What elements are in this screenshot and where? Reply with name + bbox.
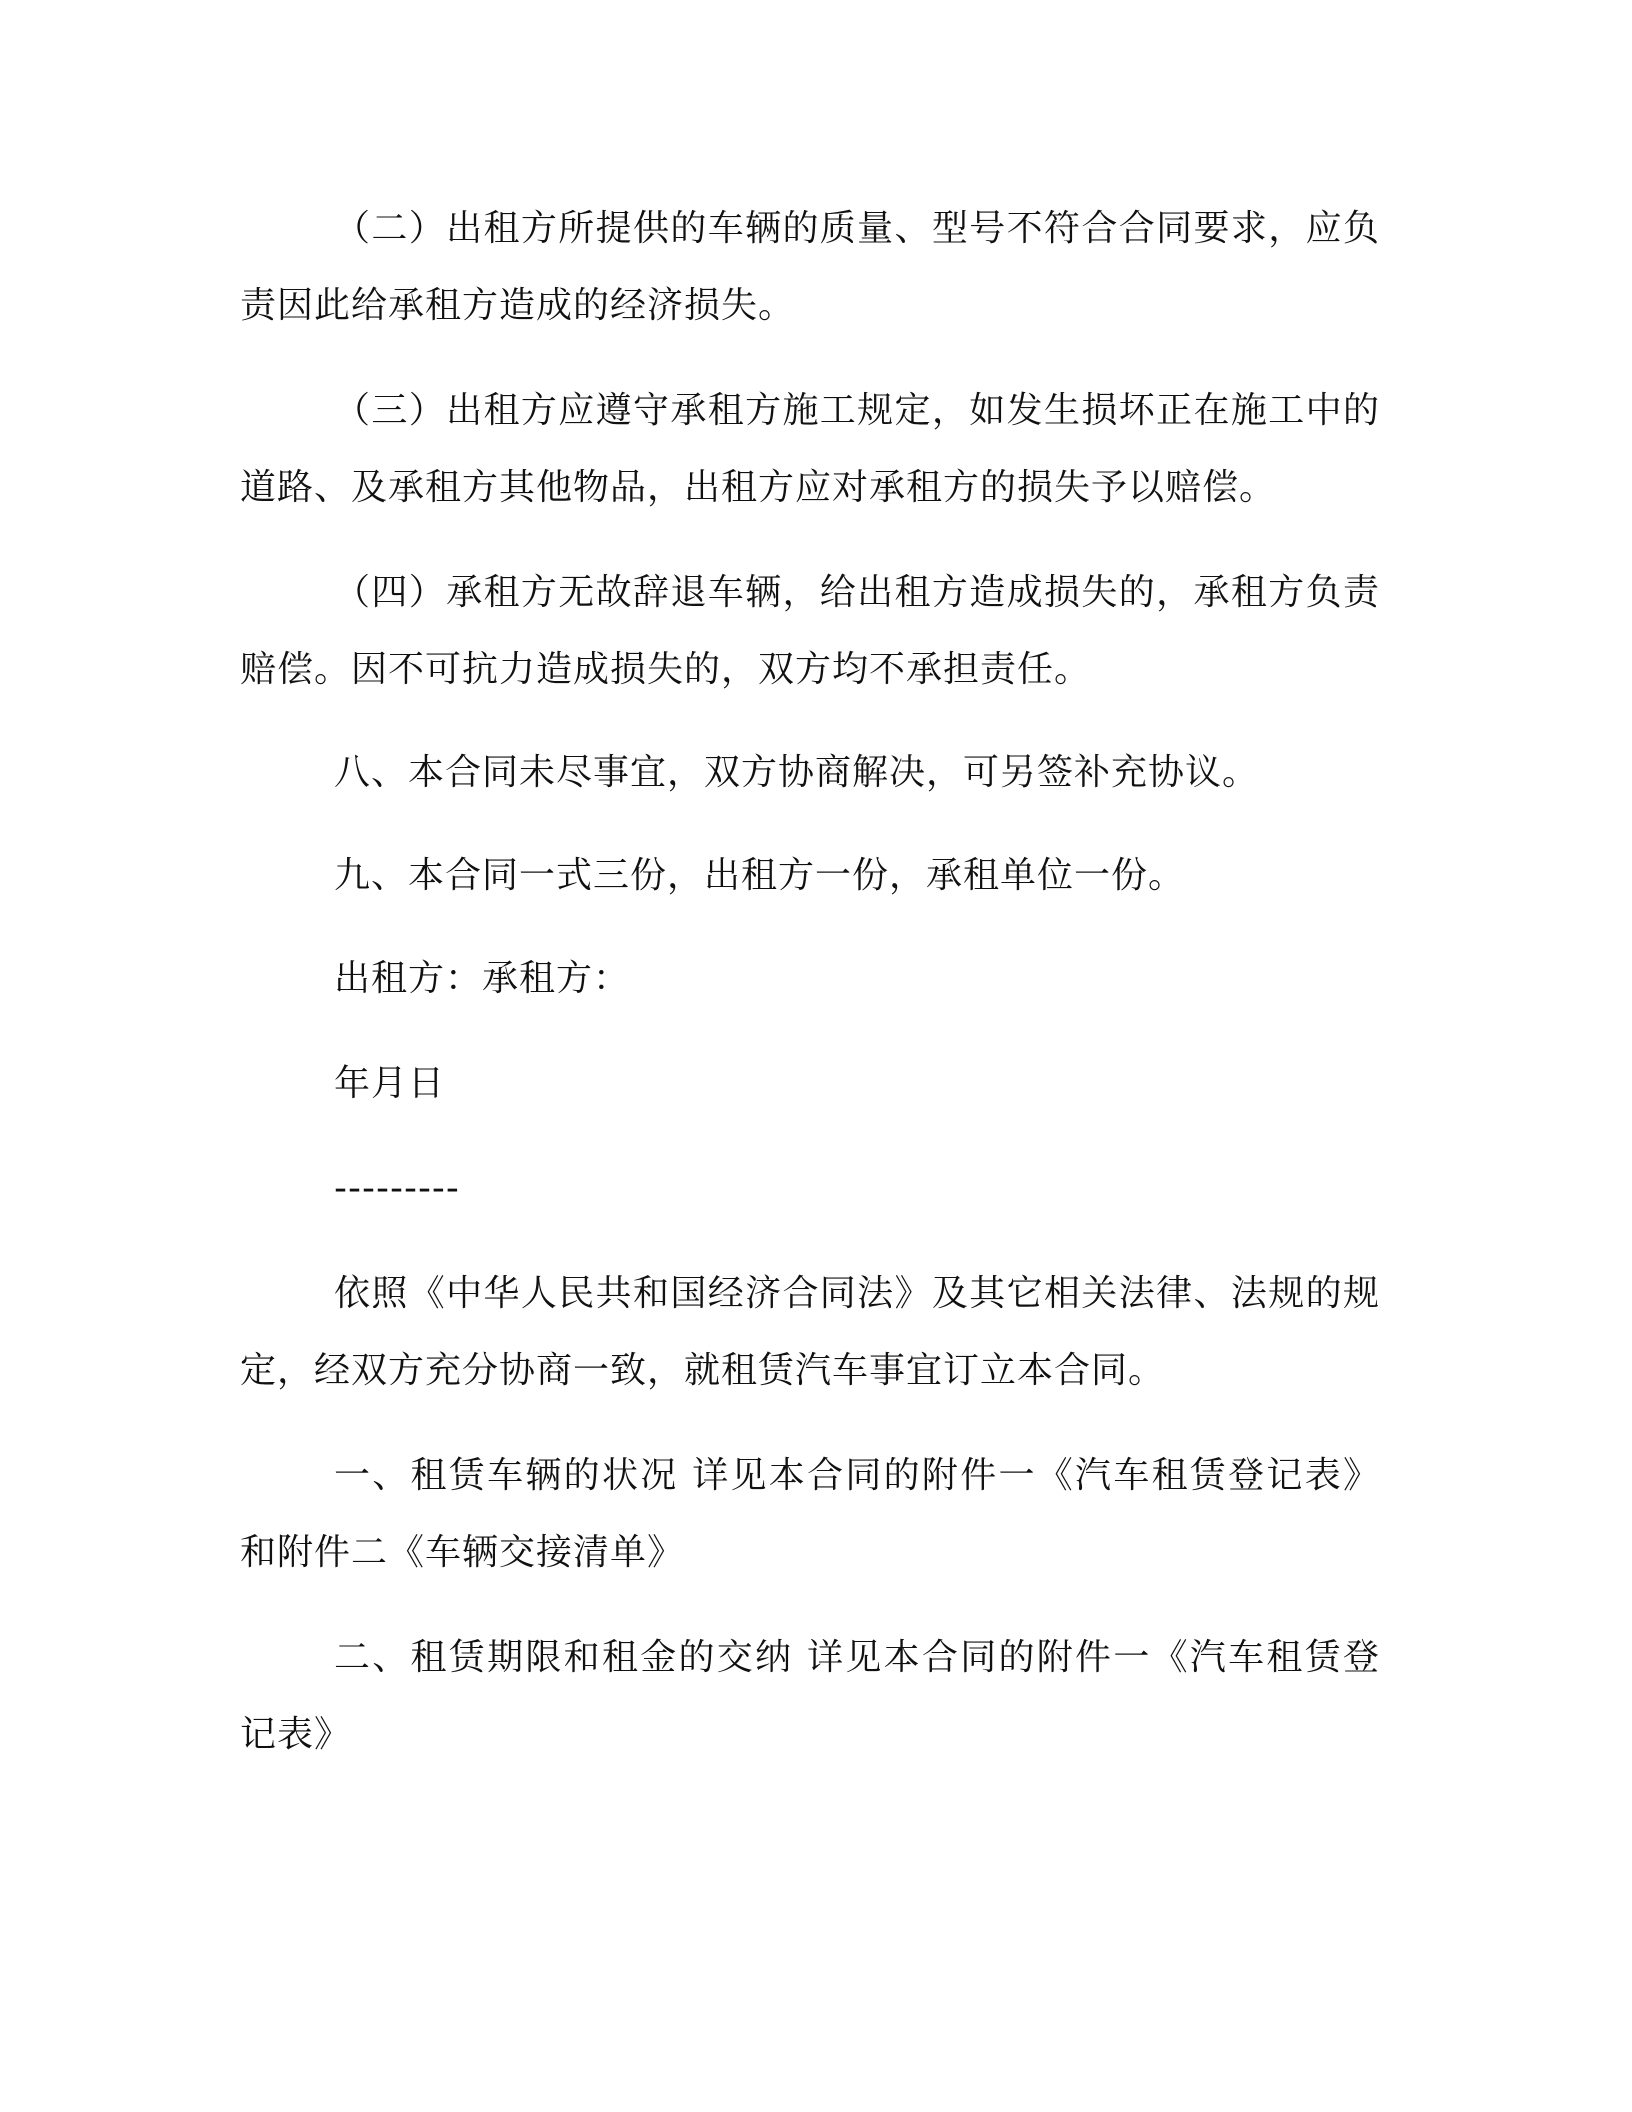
clause-3-paragraph: （三）出租方应遵守承租方施工规定，如发生损坏正在施工中的道路、及承租方其他物品，出租方应对承租方的损失予以赔偿。: [240, 390, 1380, 508]
date-line: 年月日: [334, 1063, 446, 1104]
article-2-paragraph: 二、租赁期限和租金的交纳 详见本合同的附件一《汽车租赁登记表》: [240, 1637, 1380, 1755]
preamble-paragraph: 依照《中华人民共和国经济合同法》及其它相关法律、法规的规定，经双方充分协商一致，就租赁汽车事宜订立本合同。: [240, 1273, 1380, 1391]
clause-2-paragraph: （二）出租方所提供的车辆的质量、型号不符合合同要求，应负责因此给承租方造成的经济损失。: [240, 208, 1380, 326]
clause-4-paragraph: （四）承租方无故辞退车辆，给出租方造成损失的，承租方负责赔偿。因不可抗力造成损失的，双方均不承担责任。: [240, 572, 1380, 690]
document-page: [240, 190, 1380, 1773]
article-9-paragraph: 九、本合同一式三份，出租方一份，承租单位一份。: [334, 855, 1186, 896]
article-8-paragraph: 八、本合同未尽事宜，双方协商解决，可另签补充协议。: [334, 752, 1260, 793]
signature-line: 出租方：承租方：: [334, 958, 631, 999]
article-1-paragraph: 一、租赁车辆的状况 详见本合同的附件一《汽车租赁登记表》和附件二《车辆交接清单》: [240, 1455, 1380, 1573]
section-divider: ---------: [334, 1168, 460, 1209]
